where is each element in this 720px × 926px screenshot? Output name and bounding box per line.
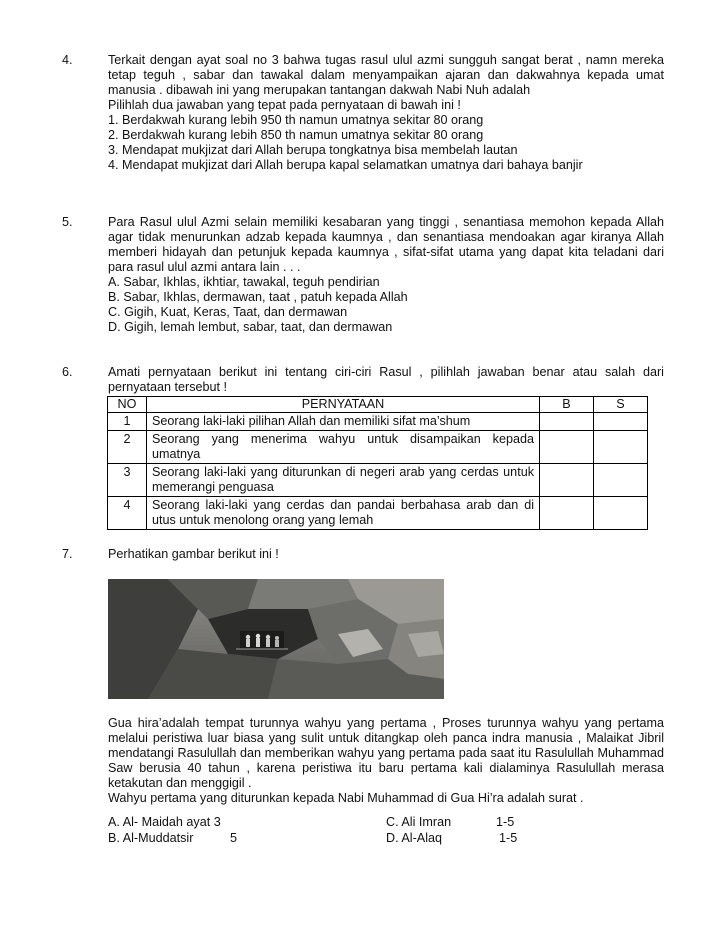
question-paragraph: Gua hira’adalah tempat turunnya wahyu yang pertama , Proses turunnya wahyu yang pertama melalui peristiwa luar biasa yang sulit untuk ditangkap oleh panca indra manusia , Malaikat Jibril mendatangi Rasulullah dan memberikan wahyu yang pertama pada saat itu Rasulullah Muhammad Saw berusia 40 tahun , karena peristiwa itu baru pertama kali dialaminya Rasulullah merasa ketakutan dan menggigil . [108,716,664,790]
table-header-row [108,397,648,413]
header-no: NO [108,397,147,413]
question-text: Terkait dengan ayat soal no 3 bahwa tugas rasul ulul azmi sungguh sangat berat , namn mereka tetap teguh , sabar dan tawakal dalam menyampaikan ajaran dan dakwahnya kepada umat manusia . dibawah ini yang merupakan tantangan dakwah Nabi Nuh adalah [108,53,664,97]
option-c-verse: 1-5 [496,815,515,829]
option-c-label: C. Ali Imran [386,815,452,829]
instruction: Pilihlah dua jawaban yang tepat pada pernyataan di bawah ini ! [108,98,461,112]
row-statement: Seorang laki-laki yang cerdas dan pandai berbahasa arab dan di utus untuk menolong orang yang lemah [147,497,540,530]
option-b-label: B. Al-Muddatsir [108,831,194,845]
option-d-label: D. Al-Alaq [386,831,442,845]
cave-hira-photo [108,579,444,699]
question-prompt: Wahyu pertama yang diturunkan kepada Nabi Muhammad di Gua Hi’ra adalah surat . [108,791,584,805]
option-d: D. Gigih, lemah lembut, sabar, taat, dan dermawan [108,320,393,334]
option-1: 1. Berdakwah kurang lebih 950 th namun umatnya sekitar 80 orang [108,113,484,127]
option-b-verse: 5 [230,831,238,845]
option-b [108,831,238,846]
option-a: A. Sabar, Ikhlas, ikhtiar, tawakal, teguh pendirian [108,275,380,289]
question-body [108,53,664,173]
row-number: 4 [108,497,147,530]
option-d-verse: 1-5 [499,831,518,845]
option-3: 3. Mendapat mukjizat dari Allah berupa tongkatnya bisa membelah lautan [108,143,518,157]
answer-b-cell[interactable] [540,464,594,497]
question-text: Amati pernyataan berikut ini tentang ciri-ciri Rasul , pilihlah jawaban benar atau salah dari pernyataan tersebut ! [108,365,664,394]
answer-b-cell[interactable] [540,431,594,464]
question-intro-wrap [108,547,664,562]
table-row [108,431,648,464]
statement-table [107,396,648,530]
answer-b-cell[interactable] [540,413,594,431]
question-body [108,716,664,806]
answer-s-cell[interactable] [594,431,648,464]
header-b: B [540,397,594,413]
option-b: B. Sabar, Ikhlas, dermawan, taat , patuh kepada Allah [108,290,408,304]
question-number: 6. [62,365,73,379]
option-a [108,815,221,830]
question-intro: Perhatikan gambar berikut ini ! [108,547,279,561]
option-d [386,831,518,846]
table-row [108,464,648,497]
table-row [108,413,648,431]
header-s: S [594,397,648,413]
answer-s-cell[interactable] [594,413,648,431]
answer-s-cell[interactable] [594,497,648,530]
option-4: 4. Mendapat mukjizat dari Allah berupa kapal selamatkan umatnya dari bahaya banjir [108,158,583,172]
row-statement: Seorang yang menerima wahyu untuk disampaikan kepada umatnya [147,431,540,464]
option-c [386,815,515,830]
question-number: 7. [62,547,73,561]
option-a-label: A. Al- Maidah ayat 3 [108,815,221,829]
row-statement: Seorang laki-laki yang diturunkan di negeri arab yang cerdas untuk memerangi penguasa [147,464,540,497]
option-c: C. Gigih, Kuat, Keras, Taat, dan dermawan [108,305,348,319]
cave-hira-image [108,579,444,699]
row-number: 1 [108,413,147,431]
question-number: 5. [62,215,73,229]
question-body [108,365,664,395]
question-body [108,215,664,335]
table-row [108,497,648,530]
question-text: Para Rasul ulul Azmi selain memiliki kesabaran yang tinggi , senantiasa memohon kepada Allah agar tidak menurunkan adzab kepada kaumnya , dan senantiasa mendoakan agar kiranya Allah memberi hidayah dan petunjuk kepada kaumnya , sifat-sifat utama yang dapat kita teladani dari para rasul ulul azmi antara lain . . . [108,215,664,274]
row-statement: Seorang laki-laki pilihan Allah dan memiliki sifat ma’shum [147,413,540,431]
option-2: 2. Berdakwah kurang lebih 850 th namun umatnya sekitar 80 orang [108,128,484,142]
row-number: 2 [108,431,147,464]
answer-s-cell[interactable] [594,464,648,497]
row-number: 3 [108,464,147,497]
question-number: 4. [62,53,73,67]
header-statement: PERNYATAAN [147,397,540,413]
answer-b-cell[interactable] [540,497,594,530]
